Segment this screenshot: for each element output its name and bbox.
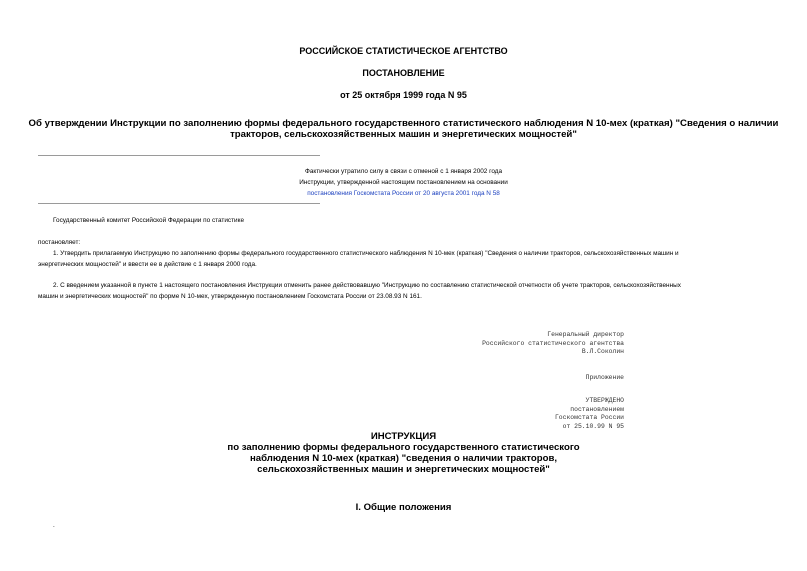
instruction-subtitle-line1: по заполнению формы федерального государственного статистического (227, 442, 580, 453)
signature-block (482, 331, 624, 357)
paragraph-1-line2: энергетических мощностей" и ввести ее в действие с 1 января 2000 года. (38, 261, 257, 268)
resolves-text: постановляет: (38, 239, 81, 246)
paragraph-2-line1: 2. С введением указанной в пункте 1 настоящего постановления Инструкции отменить ранее действовавшую "Инструкцию по составлению статистической отчетности об учете тракторов, сельскохозяйственных (53, 282, 681, 289)
approved-line3: Госкомстата России (554, 414, 624, 421)
approved-line4: от 25.10.99 N 95 (562, 422, 624, 430)
agency-name: РОССИЙСКОЕ СТАТИСТИЧЕСКОЕ АГЕНТСТВО (299, 46, 508, 56)
divider-top (38, 155, 320, 156)
paragraph-2-line2: машин и энергетических мощностей" по форме N 10-мех, утвержденную постановлением Госкомстата России от 23.08.93 N 161. (38, 293, 422, 300)
instruction-subtitle-line3: сельскохозяйственных машин и энергетических мощностей" (257, 464, 550, 475)
doc-date-number: от 25 октября 1999 года N 95 (340, 90, 467, 100)
committee-name: Государственный комитет Российской Федерации по статистике (53, 217, 245, 224)
notice-line2: Инструкции, утвержденной настоящим постановлением на основании (299, 179, 508, 186)
divider-bottom (38, 203, 320, 204)
approved-block (555, 397, 624, 431)
approved-line2: постановлением (570, 405, 624, 413)
doc-type: ПОСТАНОВЛЕНИЕ (362, 68, 445, 78)
signature-name: В.Л.Соколин (581, 348, 624, 355)
notice-link[interactable]: постановления Госкомстата России от 20 августа 2001 года N 58 (307, 190, 500, 197)
doc-title-line1: Об утверждении Инструкции по заполнению формы федерального государственного статистического наблюдения N 10-мех (краткая) "Сведения о наличии (28, 118, 779, 129)
stray-mark: . (53, 522, 55, 529)
notice-line1: Фактически утратило силу в связи с отменой с 1 января 2002 года (304, 168, 503, 175)
doc-title-line2: тракторов, сельскохозяйственных машин и энергетических мощностей" (230, 129, 577, 140)
instruction-subtitle-line2: наблюдения N 10-мех (краткая) "сведения о наличии тракторов, (249, 453, 558, 464)
signature-title: Генеральный директор (547, 331, 624, 338)
signature-org: Российского статистического агентства (482, 339, 624, 347)
paragraph-1-line1: 1. Утвердить прилагаемую Инструкцию по заполнению формы федерального государственного статистического наблюдения N 10-мех (краткая) "Сведения о наличии тракторов, сельскохозяйственных машин и (53, 250, 679, 257)
instruction-title: ИНСТРУКЦИЯ (370, 431, 437, 442)
section-heading: I. Общие положения (355, 502, 452, 513)
appendix-label: Приложение (585, 374, 624, 381)
approved-line1: УТВЕРЖДЕНО (585, 397, 624, 404)
